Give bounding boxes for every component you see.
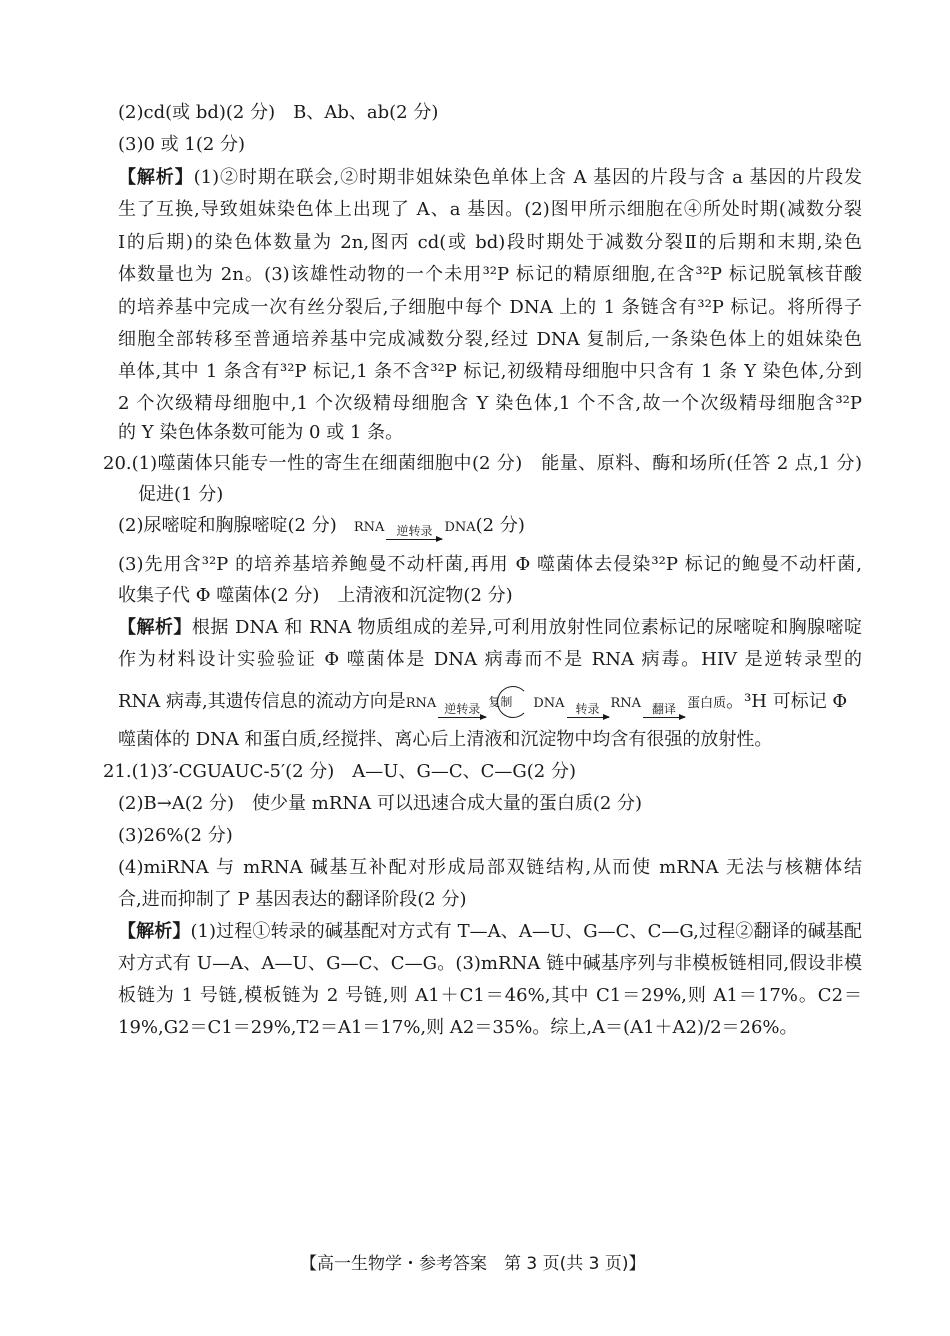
text: (1)②时期在联会,②时期非姐妹染色单体上含 A 基因的片段与含 a 基因的片段发 bbox=[193, 167, 862, 188]
arrow-icon bbox=[438, 703, 486, 718]
q20-line: (3)先用含³²P 的培养基培养鲍曼不动杆菌,再用 Φ 噬菌体去侵染³²P 标记的鲍曼不动杆菌, bbox=[118, 554, 862, 575]
q21-line: (3)26%(2 分) bbox=[118, 825, 233, 846]
answer-line: (2)cd(或 bd)(2 分) B、Ab、ab(2 分) bbox=[118, 102, 439, 123]
rna-label: RNA bbox=[405, 696, 437, 711]
arrow-label: 逆转录 bbox=[444, 702, 481, 716]
text: (2)尿嘧啶和胸腺嘧啶(2 分) bbox=[118, 515, 337, 536]
q20-2-line bbox=[118, 514, 525, 540]
analysis-line: 作为材料设计实验验证 Φ 噬菌体是 DNA 病毒而不是 RNA 病毒。HIV 是逆转录型的 bbox=[118, 649, 862, 670]
q21-line: 合,进而抑制了 P 基因表达的翻译阶段(2 分) bbox=[118, 889, 467, 910]
analysis-line: 噬菌体的 DNA 和蛋白质,经搅拌、离心后上清液和沉淀物中均含有很强的放射性。 bbox=[118, 729, 773, 750]
text: (1)过程①转录的碱基配对方式有 T—A、A—U、G—C、C—G,过程②翻译的碱基配 bbox=[190, 921, 862, 942]
analysis-line: 板链为 1 号链,模板链为 2 号链,则 A1＋C1＝46%,其中 C1＝29%,则 A1＝17%。C2＝ bbox=[118, 985, 862, 1006]
q21-line: (4)miRNA 与 mRNA 碱基互补配对形成局部双链结构,从而使 mRNA 无法与核糖体结 bbox=[118, 857, 862, 878]
text: 。³H 可标记 Φ bbox=[726, 691, 848, 712]
text: RNA 病毒,其遗传信息的流动方向是 bbox=[118, 691, 406, 712]
analysis-line bbox=[118, 616, 862, 640]
rna-label: RNA bbox=[610, 696, 642, 711]
analysis-line bbox=[118, 166, 862, 190]
analysis-line: 19%,G2＝C1＝29%,T2＝A1＝17%,则 A2＝35%。综上,A＝(A1＋A2)/2＝26%。 bbox=[118, 1017, 798, 1038]
analysis-label: 【解析】 bbox=[118, 167, 194, 188]
page-footer: 【高一生物学・参考答案 第 3 页(共 3 页)】 bbox=[300, 1254, 646, 1274]
analysis-line: 细胞全部转移至普通培养基中完成减数分裂,经过 DNA 复制后,一条染色体上的姐妹染色 bbox=[118, 329, 862, 350]
replication-loop-icon bbox=[497, 686, 529, 718]
arrow-label: 翻译 bbox=[652, 702, 677, 716]
protein-label: 蛋白质 bbox=[687, 696, 727, 711]
analysis-label: 【解析】 bbox=[118, 617, 192, 638]
q20-line: 收集子代 Φ 噬菌体(2 分) 上清液和沉淀物(2 分) bbox=[118, 585, 513, 606]
analysis-line: 的 Y 染色体条数可能为 0 或 1 条。 bbox=[118, 422, 404, 443]
analysis-label: 【解析】 bbox=[118, 921, 191, 942]
answer-line: (3)0 或 1(2 分) bbox=[118, 134, 246, 155]
replication-label: 复制 bbox=[488, 695, 513, 709]
arrow-icon bbox=[386, 525, 442, 540]
arrow-icon bbox=[643, 703, 685, 718]
q20-line: 促进(1 分) bbox=[138, 484, 224, 505]
arrow-label: 转录 bbox=[575, 702, 600, 716]
arrow-icon bbox=[567, 703, 609, 718]
analysis-line: 体数量也为 2n。(3)该雄性动物的一个未用³²P 标记的精原细胞,在含³²P 标记脱氧核苷酸 bbox=[118, 264, 862, 285]
q21-line: (2)B→A(2 分) 使少量 mRNA 可以迅速合成大量的蛋白质(2 分) bbox=[118, 793, 643, 814]
q21-line: 21.(1)3′-CGUAUC-5′(2 分) A—U、G—C、C—G(2 分) bbox=[103, 761, 576, 782]
arrow-label: 逆转录 bbox=[396, 524, 433, 538]
q20-line: 20.(1)噬菌体只能专一性的寄生在细菌细胞中(2 分) 能量、原料、酶和场所(任答 2 点,1 分) bbox=[103, 453, 862, 474]
analysis-line: 2 个次级精母细胞中,1 个次级精母细胞含 Y 染色体,1 个不含,故一个次级精母细胞含³²P bbox=[118, 393, 862, 414]
rna-label: RNA bbox=[353, 520, 385, 535]
analysis-line: 对方式有 U—A、A—U、G—C、C—G。(3)mRNA 链中碱基序列与非模板链相同,假设非模 bbox=[118, 953, 862, 974]
analysis-line: Ⅰ的后期)的染色体数量为 2n,图丙 cd(或 bd)段时期处于减数分裂Ⅱ的后期和末期,染色 bbox=[118, 232, 862, 253]
flow-line bbox=[118, 686, 862, 718]
dna-label: DNA bbox=[533, 696, 565, 711]
analysis-line bbox=[118, 920, 862, 944]
dna-label: DNA bbox=[444, 520, 476, 535]
text: (2 分) bbox=[475, 515, 525, 536]
text: 根据 DNA 和 RNA 物质组成的差异,可利用放射性同位素标记的尿嘧啶和胸腺嘧啶 bbox=[191, 617, 862, 638]
analysis-line: 生了互换,导致姐妹染色体上出现了 A、a 基因。(2)图甲所示细胞在④所处时期(减数分裂 bbox=[118, 199, 862, 220]
analysis-line: 单体,其中 1 条含有³²P 标记,1 条不含³²P 标记,初级精母细胞中只含有 1 条 Y 染色体,分到 bbox=[118, 361, 862, 382]
analysis-line: 的培养基中完成一次有丝分裂后,子细胞中每个 DNA 上的 1 条链含有³²P 标记。将所得子 bbox=[118, 297, 862, 318]
